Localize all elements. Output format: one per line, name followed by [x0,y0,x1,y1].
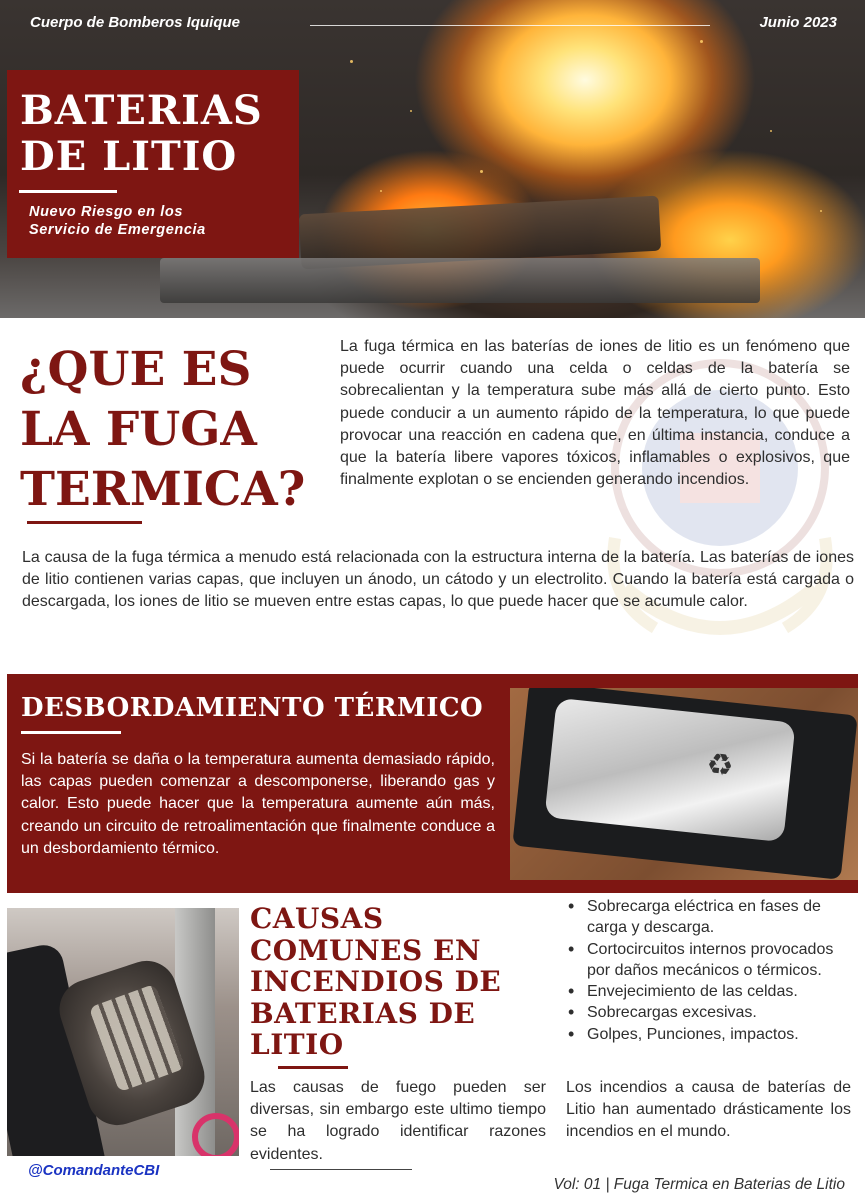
subtitle-line: Nuevo Riesgo en los [29,204,184,220]
causas-title-line: LITIO [250,1028,344,1061]
list-item: • Sobrecargas excesivas. [566,1002,851,1023]
list-item: • Golpes, Punciones, impactos. [566,1024,851,1045]
footer-volume: Vol: 01 | Fuga Termica en Baterias de Litio [553,1176,845,1193]
hero-image-fire [0,0,865,318]
section-title-divider [27,521,142,524]
list-item: • Envejecimiento de las celdas. [566,981,851,1002]
fuga-paragraph-1: La fuga térmica en las baterías de iones de litio es un fenómeno que puede ocurrir cuando una celda o celdas de la batería se sobrecalientan y la temperatura sube más allá de cierto punto. Esto puede conducir a un aumento rápido de la temperatura, lo que puede provocar una reacción en cadena que, en última instancia, conduce a que la batería libere vapores tóxicos, inflamables o explosivos, que finalmente explotan o se encienden generando incendios. [340,338,850,489]
causas-divider [278,1066,348,1069]
main-title [20,88,263,180]
issue-date: Junio 2023 [759,14,837,31]
section-title-line: TERMICA? [20,462,306,517]
desbordamiento-divider [21,731,121,734]
burnt-bike-battery-photo [7,908,239,1156]
section-title-fuga [20,340,305,520]
title-divider [19,190,117,193]
fuga-paragraph-2: La causa de la fuga térmica a menudo está relacionada con la estructura interna de la batería. Las baterías de iones de litio contienen varias capas, que incluyen un ánodo, un cátodo y un electrolito. Cuando la batería está cargada o descargada, los iones de litio se mueven entre estas capas, lo que puede hacer que se acumule calor. [22,549,854,611]
recycle-icon: ♻ [704,747,736,784]
causas-closing-paragraph: Los incendios a causa de baterías de Litio han aumentado drásticamente los incendios en el mundo. [566,1079,851,1141]
causas-title-line: BATERIAS DE [250,996,476,1030]
main-title-line: DE LITIO [20,133,238,180]
organization-name: Cuerpo de Bomberos Iquique [30,14,241,31]
swollen-cell-image [544,698,795,842]
fuga-termica-section [0,318,865,672]
list-item: • Sobrecarga eléctrica en fases de carga y descarga. [566,896,851,939]
causas-paragraph: Las causas de fuego pueden ser diversas, sin embargo este ultimo tiempo se ha logrado identificar razones evidentes. [250,1079,546,1163]
causas-title-line: INCENDIOS DE [250,965,502,998]
section-title-line: LA FUGA [20,402,257,457]
battery-tray-image [160,258,760,303]
swollen-battery-photo [510,688,858,880]
causas-title-line: CAUSAS [250,902,384,935]
causas-underline [270,1169,412,1170]
header-divider [310,25,710,26]
subtitle [29,203,206,239]
section-title-line: ¿QUE ES [20,342,252,397]
title-box [7,70,299,258]
social-handle[interactable]: @ComandanteCBI [28,1162,160,1179]
desbordamiento-section [7,674,858,893]
causas-title-line: COMUNES EN [250,933,481,967]
desbordamiento-paragraph: Si la batería se daña o la temperatura aumenta demasiado rápido, las capas pueden comenzar a descomponerse, liberando gas y calor. Esto puede hacer que la temperatura aumente aún más, creando un circuito de retroalimentación que finalmente conduce a un desbordamiento térmico. [21,751,495,857]
list-item: • Cortocircuitos internos provocados por daños mecánicos o térmicos. [566,939,851,982]
main-title-line: BATERIAS [20,87,263,134]
bike-wheel-image [192,1113,239,1156]
subtitle-line: Servicio de Emergencia [29,222,206,238]
causas-title [250,903,501,1061]
causas-list [566,896,851,1045]
desbordamiento-title: DESBORDAMIENTO TÉRMICO [21,693,484,723]
